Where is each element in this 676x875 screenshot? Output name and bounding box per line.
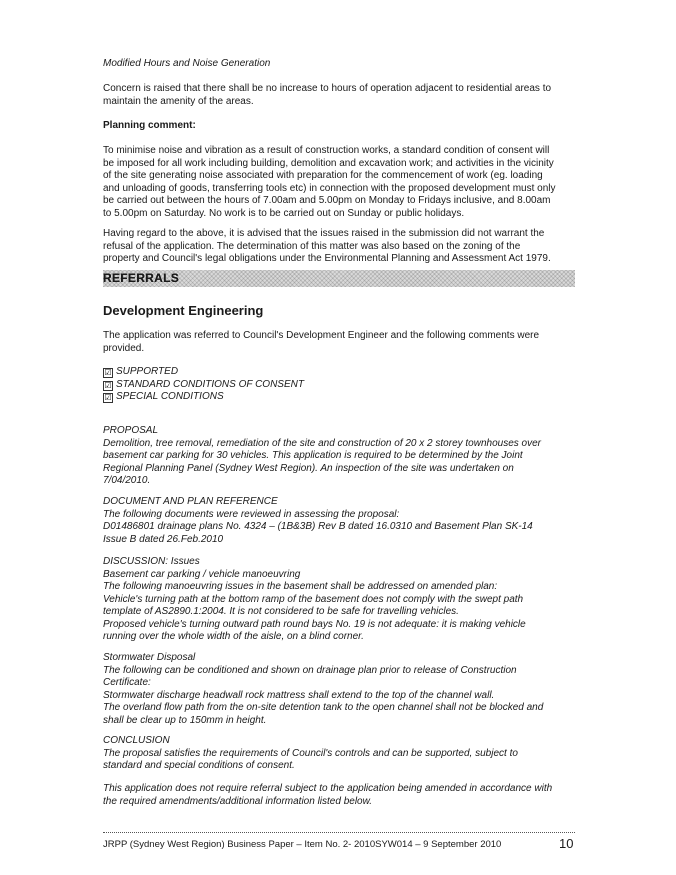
planning-heading: Planning comment: [103, 120, 196, 131]
text-line: The application was referred to Council's Development Engineer and the following comments were [103, 330, 540, 341]
checklist-item-standard-conditions [103, 379, 575, 392]
text-line: Regional Planning Panel (Sydney West Region). An inspection of the site was undertaken on [103, 462, 514, 474]
text-line: be carried out between the hours of 7.00am and 5.00pm on Monday to Fridays inclusive, and 8.00am [103, 195, 551, 206]
text-line: Proposed vehicle's turning outward path round bays No. 19 is not adequate: it is making vehicle [103, 618, 526, 630]
text-line: shall be clear up to 150mm in height. [103, 714, 267, 726]
text-line: Issue B dated 26.Feb.2010 [103, 533, 224, 545]
text-line: This application does not require referral subject to the application being amended in accordance with [103, 783, 553, 794]
discussion-heading: DISCUSSION: Issues [103, 556, 200, 567]
referrals-heading: REFERRALS [103, 271, 180, 285]
text-line: property and Council's legal obligations under the Environmental Planning and Assessment Act 1979. [103, 253, 551, 264]
text-line: maintain the amenity of the areas. [103, 95, 254, 107]
checklist-item-special-conditions [103, 391, 575, 404]
checkbox-icon: ☑ [104, 368, 112, 377]
text-line: D01486801 drainage plans No. 4324 – (1B&3B) Rev B dated 16.0310 and Basement Plan SK-14 [103, 521, 533, 532]
text-line: The following documents were reviewed in assessing the proposal: [103, 508, 400, 520]
text-line: Demolition, tree removal, remediation of the site and construction of 20 x 2 storey townhouses over [103, 437, 542, 449]
stormwater-section [103, 652, 575, 727]
text-line: The following manoeuvring issues in the basement shall be addressed on amended plan: [103, 581, 498, 592]
conclusion-section [103, 735, 575, 773]
text-line: Basement car parking / vehicle manoeuvring [103, 568, 301, 580]
text-line: The overland flow path from the on-site detention tank to the open channel shall not be blocked and [103, 702, 544, 713]
text-line: Having regard to the above, it is advised that the issues raised in the submission did not warrant the [103, 228, 545, 239]
document-reference-section [103, 496, 575, 546]
planning-paragraph-2 [103, 228, 575, 266]
text-line: Vehicle's turning path at the bottom ramp of the basement does not comply with the swept path [103, 593, 524, 605]
stormwater-heading: Stormwater Disposal [103, 652, 196, 663]
text-line: Stormwater discharge headwall rock mattress shall extend to the top of the channel wall. [103, 689, 495, 701]
text-line: The proposal satisfies the requirements of Council's controls and can be supported, subject to [103, 747, 518, 759]
planning-paragraph-1 [103, 145, 575, 220]
conclusion-heading: CONCLUSION [103, 735, 170, 746]
text-line: Concern is raised that there shall be no increase to hours of operation adjacent to residential areas to [103, 83, 552, 94]
text-line: be imposed for all work including building, demolition and excavation work; and activities in the vicinity [103, 157, 554, 169]
document-reference-heading: DOCUMENT AND PLAN REFERENCE [103, 496, 278, 507]
text-line: The following can be conditioned and shown on drainage plan prior to release of Construction [103, 664, 517, 676]
consent-checklist [103, 366, 575, 404]
checkbox-icon: ☑ [104, 380, 112, 390]
checklist-label: STANDARD CONDITIONS OF CONSENT [116, 378, 304, 390]
text-line: To minimise noise and vibration as a result of construction works, a standard condition of consent will [103, 145, 550, 156]
closing-paragraph [103, 783, 575, 808]
engineering-intro [103, 330, 575, 355]
text-line: standard and special conditions of consent. [103, 760, 295, 771]
text-line: basement car parking for 30 vehicles. This application is required to be determined by the Joint [103, 450, 523, 461]
page-number: 10 [559, 836, 574, 851]
text-line: refusal of the application. The determination of this matter was also based on the zoning of the [103, 240, 521, 252]
proposal-section [103, 425, 575, 488]
noise-paragraph [103, 83, 575, 108]
text-line: Certificate: [103, 677, 151, 688]
footer-divider [103, 832, 575, 833]
footer-text: JRPP (Sydney West Region) Business Paper – Item No. 2- 2010SYW014 – 9 September 2010 [103, 839, 502, 850]
text-line: and unloading of goods, transferring tools etc) in connection with the proposed development must only [103, 182, 556, 194]
text-line: provided. [103, 342, 145, 354]
proposal-heading: PROPOSAL [103, 425, 159, 436]
text-line: of the site generating noise associated with preparation for the commencement of work (eg. loading [103, 170, 543, 181]
checklist-item-supported [103, 366, 575, 379]
text-line: to 5.00pm on Saturday. No work is to be carried out on Sunday or public holidays. [103, 207, 465, 219]
discussion-section [103, 556, 575, 644]
noise-heading: Modified Hours and Noise Generation [103, 58, 271, 69]
text-line: 7/04/2010. [103, 475, 151, 486]
checkbox-icon: ☑ [104, 393, 112, 402]
checklist-label: SUPPORTED [116, 366, 179, 377]
referrals-section-bar [103, 270, 575, 287]
development-engineering-heading: Development Engineering [103, 303, 264, 318]
text-line: template of AS2890.1:2004. It is not considered to be safe for travelling vehicles. [103, 606, 459, 617]
text-line: running over the whole width of the aisle, on a blind corner. [103, 631, 364, 642]
text-line: the required amendments/additional information listed below. [103, 795, 373, 807]
checklist-label: SPECIAL CONDITIONS [116, 391, 224, 402]
